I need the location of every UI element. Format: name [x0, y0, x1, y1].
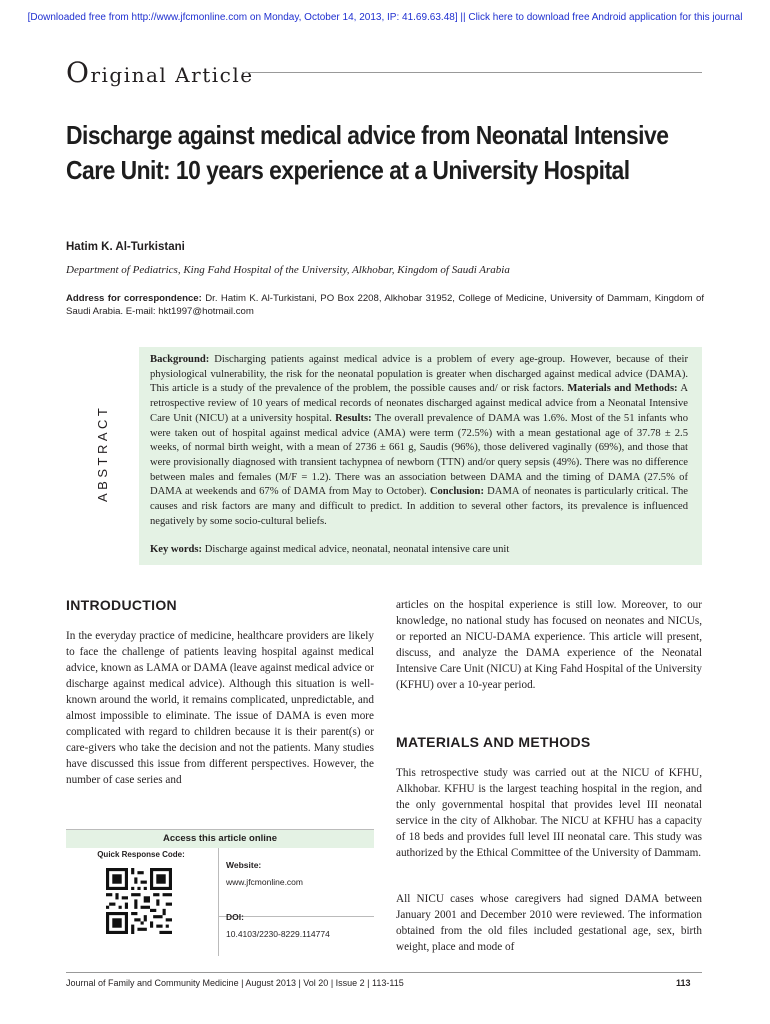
abstract-conclusion-text: DAMA of neonates is particularly critical. The causes and risk factors are many and difficult to predict. In addition to several other factors, its prevalence is influenced negatively by some socio-cultural beliefs.: [150, 486, 688, 527]
page-number: 113: [676, 978, 691, 988]
abstract-side-label-text: ABSTRACT: [95, 404, 110, 502]
author-affiliation: Department of Pediatrics, King Fahd Hospital of the University, Alkhobar, Kingdom of Saudi Arabia: [66, 264, 510, 276]
introduction-paragraph: In the everyday practice of medicine, healthcare providers are likely to face the challenge of patients leaving hospital against medical advice, known as LAMA or DAMA (leave against medical advice or discharge against medical advice). Although this situation is well-known around the world, it remains complicated, unpredictable, and almost impossible to eliminate. The issue of DAMA is even more complicated with regard to children because it is their parent(s) or care-givers who take the decision and not the patients. Many studies have discussed this issue from different perspectives. However, the number of case series and: [66, 630, 374, 786]
footer-journal-info: Journal of Family and Community Medicine | August 2013 | Vol 20 | Issue 2 | 113-115: [66, 978, 404, 988]
introduction-continuation: articles on the hospital experience is still low. Moreover, to our knowledge, no national study has focused on neonates and NICUs, or reported an NICU-DAMA experience. This article will present, discuss, and analyze the DAMA experience of the Neonatal Intensive Care Unit (NICU) at King Fahd Hospital of the University (KFHU) over a 10-year period.: [396, 599, 702, 691]
header-rule: [242, 72, 702, 73]
correspondence-label: Address for correspondence:: [66, 293, 202, 304]
abstract-methods-label: Materials and Methods:: [567, 383, 678, 395]
doi-label: DOI:: [226, 912, 244, 922]
abstract-background-label: Background:: [150, 354, 210, 365]
website-link[interactable]: www.jfcmonline.com: [226, 877, 303, 887]
access-article-box: [66, 829, 374, 956]
methods-paragraph-2: All NICU cases whose caregivers had signed DAMA between January 2001 and December 2010 were reviewed. The information obtained from the old files included gestational age, sex, birth weight, place and mode of: [396, 893, 702, 953]
website-label: Website:: [226, 860, 262, 870]
access-box-divider: [218, 848, 219, 956]
abstract-results-label: Results:: [335, 412, 372, 424]
methods-heading: MATERIALS AND METHODS: [396, 734, 591, 750]
access-box-title: Access this article online: [66, 830, 374, 848]
abstract-text: [150, 353, 688, 529]
abstract-side-label: [78, 404, 128, 517]
article-title: Discharge against medical advice from Neonatal Intensive Care Unit: 10 years experience at a University Hospital: [66, 120, 669, 185]
keywords: [150, 544, 690, 555]
doi-value[interactable]: 10.4103/2230-8229.114774: [226, 929, 330, 939]
keywords-label: Key words:: [150, 544, 203, 555]
introduction-heading: INTRODUCTION: [66, 597, 177, 613]
author-name: Hatim K. Al-Turkistani: [66, 241, 185, 253]
keywords-text: Discharge against medical advice, neonatal, neonatal intensive care unit: [202, 544, 510, 555]
methods-paragraph-1: This retrospective study was carried out at the NICU of KFHU, Alkhobar. KFHU is the largest teaching hospital in the region, and the only governmental hospital that provides level III neonatal service in the city of Alkhobar. The NICU at KFHU has a capacity of 18 beds and provides full level III neonatal care. This study was authorized by the Ethical Committee of the University of Dammam.: [396, 767, 702, 859]
correspondence-address: [66, 292, 704, 318]
qr-code-icon[interactable]: [106, 868, 172, 934]
article-type-initial: O: [66, 56, 91, 89]
download-banner[interactable]: [0, 12, 770, 23]
abstract-methods-text: A retrospective review of 10 years of medical records of neonates discharged against medical advice from a Neonatal Intensive Care Unit (NICU) at a university hospital.: [150, 383, 689, 424]
abstract-results-text: The overall prevalence of DAMA was 1.6%. Most of the 51 infants who were taken out of hospital against medical advice (AMA) were term (72.5%) with a mean gestational age of 37.78 ± 2.5 weeks, of normal birth weight, with a mean of 2736 ± 661 g, Saudis (96%), those delivered vaginally (69%), and those that were provisionally diagnosed with transient tachypnea of newborn (TTN) and/or query sepsis (49%). There was no difference between males and females (M/F = 1.2). There was an association between DAMA and the timing of DAMA (27.5% of DAMA at weekends and 67% of DAMA from May to October).: [150, 412, 688, 498]
article-type-rest: riginal Article: [90, 63, 254, 87]
download-banner-link[interactable]: [Downloaded free from http://www.jfcmonline.com on Monday, October 14, 2013, IP: 41.69.63.48] || Click here to download free Android application for this journal: [27, 12, 743, 23]
abstract-conclusion-label: Conclusion:: [429, 486, 484, 498]
footer-rule: [66, 972, 702, 973]
qr-code-label: Quick Response Code:: [97, 850, 185, 859]
abstract-background-text: Discharging patients against medical advice is a problem of every age-group. However, because of their physiological vulnerability, the risk for the neonatal population is greater when discharged against medical advice (DAMA). This article is a study of the prevalence of the problem, the possible causes and/ or risk factors.: [150, 354, 688, 395]
correspondence-text: Dr. Hatim K. Al-Turkistani, PO Box 2208, Alkhobar 31952, College of Medicine, University of Dammam, Kingdom of Saudi Arabia. E-mail: hkt1997@hotmail.com: [66, 293, 704, 317]
article-type-label: [66, 56, 254, 89]
